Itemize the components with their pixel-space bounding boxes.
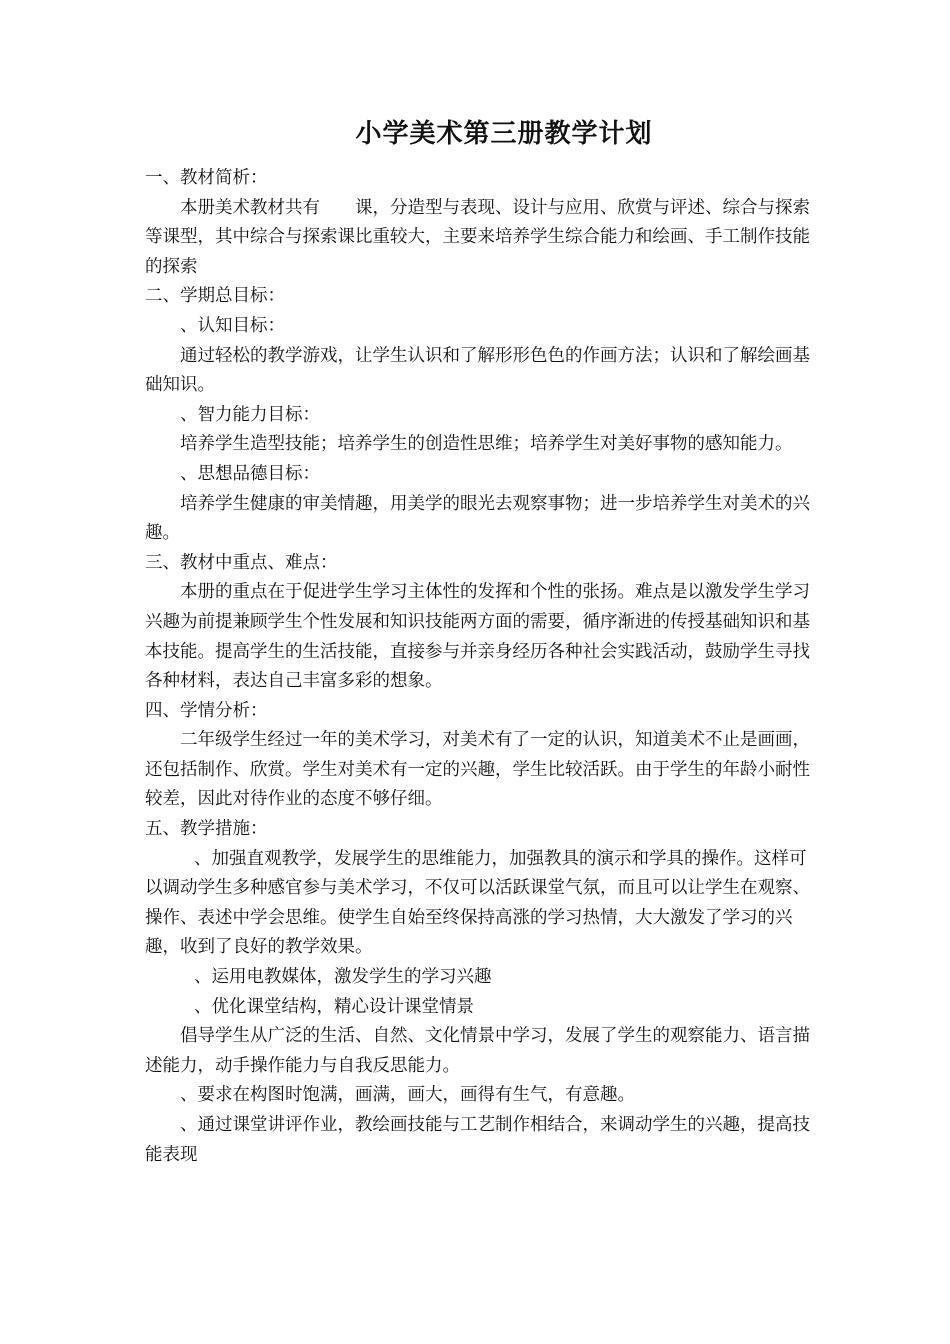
section-heading-1: 一、教材简析： [145,168,268,188]
subheading-moral-goal: 、思想品德目标： [180,463,320,484]
paragraph-moral-goal: 培养学生健康的审美情趣，用美学的眼光去观察事物；进一步培养学生对美术的兴趣。 [145,493,810,544]
paragraph-key-points: 本册的重点在于促进学生学习主体性的发挥和个性的张扬。难点是以激发学生学习兴趣为前提兼顾学生个性发展和知识技能两方面的需要，循序渐进的传授基础知识和基本技能。提高学生的生活技能，直接参与并亲身经历各种社会实践活动，鼓励学生寻找各种材料，表达自己丰富多彩的想象。 [145,582,810,692]
paragraph-ability-goal: 培养学生造型技能；培养学生的创造性思维；培养学生对美好事物的感知能力。 [180,434,793,455]
paragraph-measure-3-detail: 倡导学生从广泛的生活、自然、文化情景中学习，发展了学生的观察能力、语言描述能力，动手操作能力与自我反思能力。 [145,1026,810,1076]
section-heading-2: 二、学期总目标： [145,286,285,307]
paragraph-measure-5: 、通过课堂讲评作业，教绘画技能与工艺制作相结合，来调动学生的兴趣，提高技能表现 [145,1115,810,1165]
paragraph-cognitive-goal: 通过轻松的教学游戏，让学生认识和了解形形色色的作画方法；认识和了解绘画基础知识。 [145,345,810,396]
section-heading-5: 五、教学措施： [145,819,268,840]
paragraph-textbook-analysis: 本册美术教材共有 课，分造型与表现、设计与应用、欣赏与评述、综合与探索等课型，其中综合与探索课比重较大，主要来培养学生综合能力和绘画、手工制作技能的探索 [145,197,810,277]
document-body [145,164,810,1170]
section-heading-3: 三、教材中重点、难点： [145,552,338,573]
subheading-ability-goal: 、智力能力目标： [180,404,320,425]
paragraph-student-analysis: 二年级学生经过一年的美术学习，对美术有了一定的认识，知道美术不止是画画，还包括制作、欣赏。学生对美术有一定的兴趣，学生比较活跃。由于学生的年龄小耐性较差，因此对待作业的态度不够仔细。 [145,730,810,810]
paragraph-measure-3: 、优化课堂结构，精心设计课堂情景 [194,996,474,1017]
paragraph-measure-1: 、加强直观教学，发展学生的思维能力，加强教具的演示和学具的操作。这样可以调动学生多种感官参与美术学习，不仅可以活跃课堂气氛，而且可以让学生在观察、操作、表述中学会思维。使学生自始至终保持高涨的学习热情，大大激发了学习的兴趣，收到了良好的教学效果。 [145,848,810,958]
paragraph-measure-4: 、要求在构图时饱满，画满，画大，画得有生气，有意趣。 [180,1085,635,1106]
paragraph-measure-2: 、运用电教媒体，激发学生的学习兴趣 [194,967,492,988]
document-title: 小学美术第三册教学计划 [355,119,653,149]
section-heading-4: 四、学情分析： [145,700,268,721]
subheading-cognitive-goal: 、认知目标： [180,315,285,336]
